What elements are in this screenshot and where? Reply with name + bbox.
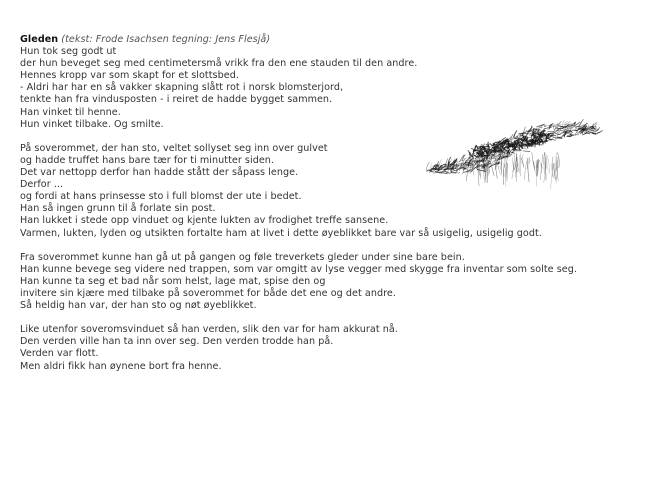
poem-line: Han så ingen grunn til å forlate sin post. [20, 203, 216, 215]
stanzas [20, 46, 620, 373]
poem-line: Hun tok seg godt ut [20, 46, 117, 58]
poem-line: Varmen, lukten, lyden og utsikten fortalte ham at livet i dette øyeblikket bare var så usigelig, usigelig godt. [20, 227, 542, 239]
poem-line: Det var nettopp derfor han hadde stått der såpass lenge. [20, 167, 299, 179]
ink-sketch-drawing [418, 104, 604, 192]
poem-line: Han vinket til henne. [20, 106, 121, 118]
poem-line: Men aldri fikk han øynene bort fra henne. [20, 360, 222, 372]
poem-line: Derfor ... [20, 179, 64, 191]
poem-line: tenkte han fra vindusposten - i reiret de hadde bygget sammen. [20, 94, 333, 106]
poem-line: Hun vinket tilbake. Og smilte. [20, 118, 164, 130]
poem-line: Han kunne ta seg et bad når som helst, lage mat, spise den og [20, 275, 326, 287]
stanza [20, 252, 620, 312]
poem-line: Verden var flott. [20, 348, 99, 360]
poem-line: Fra soverommet kunne han gå ut på gangen og føle treverkets gleder under sine bare bein. [20, 251, 465, 263]
poem-text [20, 34, 620, 385]
poem-line: Like utenfor soveromsvinduet så han verden, slik den var for ham akkurat nå. [20, 324, 398, 336]
poem-credit: (tekst: Frode Isachsen tegning: Jens Flesjå) [61, 34, 271, 45]
poem-line: Hennes kropp var som skapt for et slottsbed. [20, 70, 239, 82]
poem-line: Han lukket i stede opp vinduet og kjente lukten av frodighet treffe sansene. [20, 215, 389, 227]
poem-line: der hun beveget seg med centimetersmå vrikk fra den ene stauden til den andre. [20, 58, 418, 70]
poem-line: og fordi at hans prinsesse sto i full blomst der ute i bedet. [20, 191, 302, 203]
poem-title: Gleden [20, 34, 59, 45]
poem-line: invitere sin kjære med tilbake på soverommet for både det ene og det andre. [20, 287, 396, 299]
poem-line: Den verden ville han ta inn over seg. Den verden trodde han på. [20, 336, 334, 348]
poem-line: og hadde truffet hans bare tær for ti minutter siden. [20, 154, 275, 166]
poem-line: - Aldri har har en så vakker skapning slått rot i norsk blomsterjord, [20, 82, 344, 94]
title-line [20, 34, 620, 46]
poem-line: Så heldig han var, der han sto og nøt øyeblikket. [20, 300, 257, 312]
stanza [20, 324, 620, 372]
poem-line: På soverommet, der han sto, veltet sollyset seg inn over gulvet [20, 142, 328, 154]
poem-line: Han kunne bevege seg videre ned trappen, som var omgitt av lyse vegger med skygge fra inventar som solte seg. [20, 263, 577, 275]
